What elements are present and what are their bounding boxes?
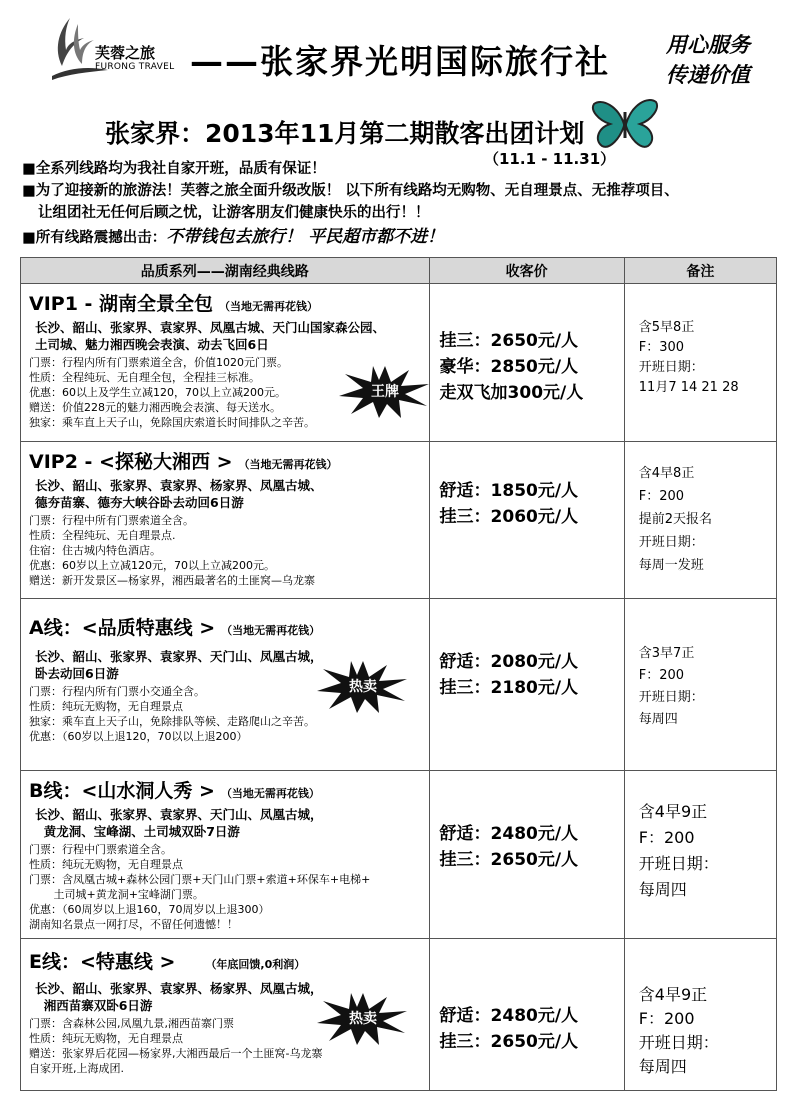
agency-name: ——张家界光明国际旅行社 bbox=[190, 42, 610, 81]
header-price: 收客价 bbox=[429, 258, 624, 284]
badge-label: 王牌 bbox=[371, 384, 399, 400]
slogan bbox=[666, 30, 750, 90]
table-row bbox=[21, 284, 777, 442]
price-line: 挂三：2060元/人 bbox=[439, 507, 579, 527]
route-tag: （当地无需再花钱） bbox=[238, 458, 338, 471]
route-cell bbox=[21, 771, 430, 939]
route-cities: 长沙、韶山、张家界、袁家界、天门山、凤凰古城， 黄龙洞、宝峰湖、土司城双卧7日游 bbox=[35, 807, 323, 839]
route-title: E线：<特惠线 > （年底回馈,0利润） bbox=[29, 951, 306, 973]
price-line: 舒适：2480元/人 bbox=[439, 1006, 579, 1026]
logo-english-name: FURONG TRAVEL bbox=[95, 62, 175, 72]
route-plan-table bbox=[20, 257, 777, 1091]
header-remarks: 备注 bbox=[624, 258, 776, 284]
route-tag: （年底回馈,0利润） bbox=[205, 958, 306, 971]
price-line: 豪华：2850元/人 bbox=[439, 357, 579, 377]
remarks-cell: 含4早9正 F：200 开班日期： 每周四 bbox=[624, 939, 776, 1091]
route-details: 门票：含森林公园,凤凰九景,湘西苗寨门票 性质：纯玩无购物，无自理景点 赠送：张家界后花园—杨家界,大湘西最后一个土匪窝-乌龙寨 自家开班,上海成团. bbox=[29, 1017, 323, 1075]
butterfly-icon bbox=[588, 96, 660, 152]
intro-line-1: ■全系列线路均为我社自家开班，品质有保证！ bbox=[22, 161, 326, 177]
price-line: 挂三：2650元/人 bbox=[439, 850, 579, 870]
badge-label: 热卖 bbox=[349, 1011, 377, 1027]
logo-name: 芙蓉之旅 bbox=[95, 44, 156, 62]
intro-slogan: 不带钱包去旅行！ 平民超市都不进！ bbox=[166, 227, 445, 247]
badge-starburst bbox=[317, 993, 409, 1045]
route-cities: 长沙、韶山、张家界、袁家界、杨家界、凤凰古城， 湘西苗寨双卧6日游 bbox=[35, 981, 323, 1013]
price-cell bbox=[429, 599, 624, 771]
price-cell bbox=[429, 442, 624, 599]
table-row bbox=[21, 939, 777, 1091]
route-tag: （当地无需再花钱） bbox=[219, 300, 319, 313]
price-line: 挂三：2650元/人 bbox=[439, 1032, 579, 1052]
route-cell bbox=[21, 284, 430, 442]
price-line: 舒适：1850元/人 bbox=[439, 481, 579, 501]
route-cell bbox=[21, 939, 430, 1091]
slogan-line-2: 传递价值 bbox=[666, 62, 750, 87]
route-title: VIP1 - 湖南全景全包 （当地无需再花钱） bbox=[29, 293, 319, 315]
route-cities: 长沙、韶山、张家界、袁家界、杨家界、凤凰古城、 德夯苗寨、德夯大峡谷卧去动回6日游 bbox=[35, 478, 323, 510]
slogan-line-1: 用心服务 bbox=[666, 32, 750, 57]
route-details: 门票：行程中所有门票索道全含。 性质：全程纯玩、无自理景点. 住宿：住古城内特色酒店。 优惠：60岁以上立减120元，70以上立减200元。 赠送：新开发景区—杨家界，湘西最著名的土匪窝—乌龙寨 bbox=[29, 514, 315, 587]
price-line: 挂三：2180元/人 bbox=[439, 678, 579, 698]
route-details: 门票：行程内所有门票小交通全含。 性质：纯玩无购物，无自理景点 独家：乘车直上天子山，免除排队等候、走路爬山之辛苦。 优惠：（60岁以上退120，70以以上退200） bbox=[29, 685, 315, 743]
route-title: B线：<山水洞人秀 > （当地无需再花钱） bbox=[29, 780, 320, 802]
intro-line-2b: 让组团社无任何后顾之忧，让游客朋友们健康快乐的出行！！ bbox=[38, 205, 430, 221]
intro-line-3 bbox=[22, 226, 792, 249]
badge-label: 热卖 bbox=[349, 679, 377, 695]
price-cell bbox=[429, 771, 624, 939]
page-title: 张家界：2013年11月第二期散客出团计划 bbox=[105, 119, 585, 148]
table-header-row bbox=[21, 258, 777, 284]
table-row bbox=[21, 599, 777, 771]
remarks-cell: 含5早8正 F：300 开班日期： 11月7 14 21 28 bbox=[624, 284, 776, 442]
price-line: 舒适：2080元/人 bbox=[439, 652, 579, 672]
price-cell bbox=[429, 284, 624, 442]
table-row bbox=[21, 442, 777, 599]
price-line: 挂三：2650元/人 bbox=[439, 331, 579, 351]
route-details: 门票：行程内所有门票索道全含，价值1020元门票。 性质：全程纯玩、无自理全包，全程挂三标准。 优惠：60以上及学生立减120，70以上立减200元。 赠送：价值228元的魅力湘西晚会表演、每天送水。 独家：乘车直上天子山，免除国庆索道长时间排队之辛苦。 bbox=[29, 356, 315, 429]
route-cell bbox=[21, 442, 430, 599]
remarks-cell: 含4早9正 F：200 开班日期： 每周四 bbox=[624, 771, 776, 939]
route-title: A线：<品质特惠线 > （当地无需再花钱） bbox=[29, 617, 321, 639]
badge-starburst bbox=[339, 366, 431, 418]
intro-line-2: ■为了迎接新的旅游法！芙蓉之旅全面升级改版！ 以下所有线路均无购物、无自理景点、无推荐项目、 bbox=[22, 183, 679, 199]
date-range: （11.1 - 11.31） bbox=[484, 150, 616, 168]
route-cities: 长沙、韶山、张家界、袁家界、凤凰古城、天门山国家森公园、 土司城、魅力湘西晚会表演、动去飞回6日 bbox=[35, 320, 386, 352]
header-routes: 品质系列——湖南经典线路 bbox=[21, 258, 430, 284]
route-cell bbox=[21, 599, 430, 771]
route-tag: （当地无需再花钱） bbox=[220, 787, 320, 800]
table-row bbox=[21, 771, 777, 939]
price-line: 走双飞加300元/人 bbox=[439, 383, 584, 403]
badge-starburst bbox=[317, 661, 409, 713]
route-title: VIP2 - <探秘大湘西 > （当地无需再花钱） bbox=[29, 451, 338, 473]
remarks-cell: 含3早7正 F：200 开班日期： 每周四 bbox=[624, 599, 776, 771]
route-tag: （当地无需再花钱） bbox=[221, 624, 321, 637]
intro-line-3-prefix: ■所有线路震撼出击： bbox=[22, 230, 167, 246]
price-cell bbox=[429, 939, 624, 1091]
route-cities: 长沙、韶山、张家界、袁家界、天门山、凤凰古城， 卧去动回6日游 bbox=[35, 649, 323, 681]
intro-notes bbox=[22, 158, 792, 249]
price-line: 舒适：2480元/人 bbox=[439, 824, 579, 844]
route-details: 门票：行程中门票索道全含。 性质：纯玩无购物，无自理景点 门票：含凤凰古城+森林公园门票+天门山门票+索道+环保车+电梯+ 土司城+黄龙洞+宝峰湖门票。 优惠：（60周岁以上退160，70周岁以上退300） 湖南知名景点一网打尽，不留任何遗憾！！ bbox=[29, 843, 371, 931]
remarks-cell: 含4早8正 F：200 提前2天报名 开班日期： 每周一发班 bbox=[624, 442, 776, 599]
